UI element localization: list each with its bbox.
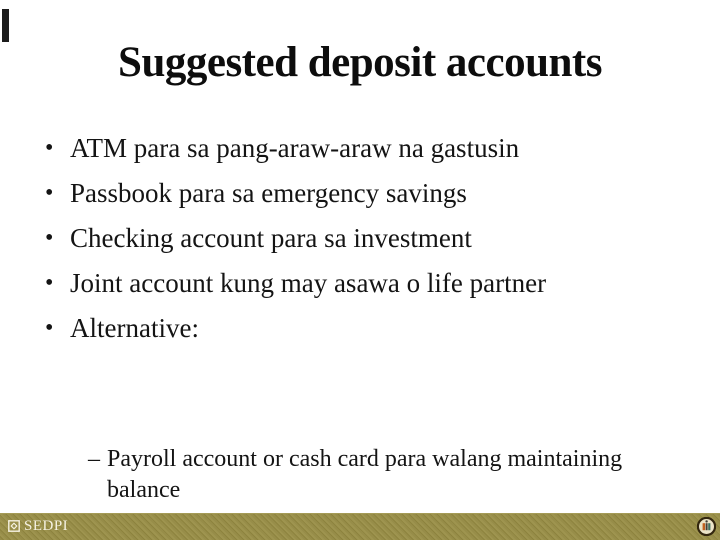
bullet-list xyxy=(45,126,685,351)
bullet-text: ATM para sa pang-araw-araw na gastusin xyxy=(70,133,520,163)
footer-bar xyxy=(0,513,720,540)
sub-bullet-item xyxy=(88,444,685,506)
slide-title: Suggested deposit accounts xyxy=(118,39,602,86)
sub-bullet-marker: – xyxy=(88,446,100,472)
sub-bullet-text: Payroll account or cash card para walang maintaining balance xyxy=(107,446,623,503)
bullet-item xyxy=(45,126,685,171)
sub-bullet-list xyxy=(45,444,685,506)
bullet-text: Checking account para sa investment xyxy=(70,223,472,253)
bullet-marker: • xyxy=(45,315,54,341)
bullet-item xyxy=(45,216,685,261)
bullet-item xyxy=(45,171,685,216)
bullet-text: Passbook para sa emergency savings xyxy=(70,178,467,208)
bullet-marker: • xyxy=(45,180,54,206)
bullet-item xyxy=(45,306,685,351)
bullet-marker: • xyxy=(45,270,54,296)
bullet-marker: • xyxy=(45,135,54,161)
circular-emblem-icon xyxy=(697,517,716,536)
bullet-text: Joint account kung may asawa o life partner xyxy=(70,268,547,298)
bullet-item xyxy=(45,261,685,306)
bullet-marker: • xyxy=(45,225,54,251)
brand-lockup xyxy=(8,518,68,534)
bullet-text: Alternative: xyxy=(70,313,199,343)
sedpi-square-logo-icon xyxy=(8,520,20,532)
brand-label: SEDPI xyxy=(24,518,69,534)
